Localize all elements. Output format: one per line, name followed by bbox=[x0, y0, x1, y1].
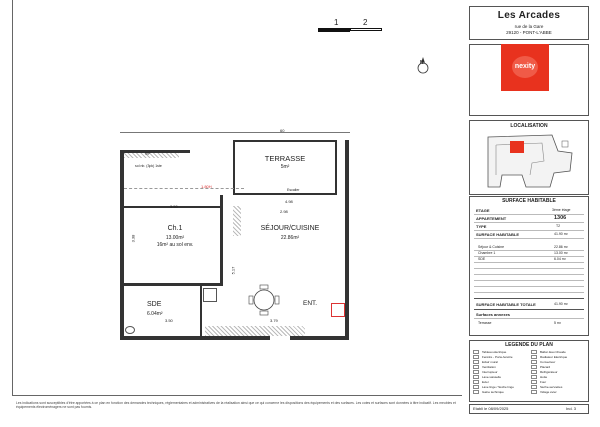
localisation-title: LOCALISATION bbox=[510, 123, 548, 129]
room-value-sde: 6.04 m² bbox=[554, 257, 566, 261]
closet bbox=[233, 206, 241, 236]
date-label: Etabli le 08/09/2025 bbox=[473, 406, 509, 411]
legend-item: Vidage évier bbox=[540, 390, 557, 394]
localisation-map bbox=[482, 131, 574, 191]
toilet-icon bbox=[125, 326, 135, 334]
living-name: SÉJOUR/CUISINE bbox=[260, 225, 320, 232]
scale-mark-2: 2 bbox=[363, 18, 368, 27]
legend-item: Hotte bbox=[540, 375, 548, 379]
legend-item: Lave-vaisselle bbox=[482, 375, 502, 379]
room-label-bedroom: Chambre 1 bbox=[478, 251, 496, 255]
height-mark: 1.80H bbox=[201, 184, 212, 189]
annex-surface-label: Surfaces annexes bbox=[476, 312, 511, 317]
dim-living-side: 5.17 bbox=[230, 266, 236, 275]
shower-icon bbox=[203, 288, 217, 302]
index-label: Ind. 3 bbox=[566, 406, 577, 411]
legend-item: Gaine technique bbox=[482, 390, 504, 394]
legend-left-column bbox=[473, 350, 528, 400]
legend-item: Eclair mural bbox=[482, 360, 498, 364]
top-dimension: 60 bbox=[280, 128, 285, 133]
surface-habitable-value: 41.90 m² bbox=[554, 232, 568, 236]
address-line-1: rue de la Gare bbox=[514, 24, 544, 29]
entry-door-icon bbox=[331, 303, 345, 317]
legend-right-column bbox=[531, 350, 586, 400]
brand-logo: nexity bbox=[501, 44, 549, 91]
surface-info-table bbox=[474, 206, 584, 240]
dim-bedroom-height: 3.38 bbox=[130, 234, 136, 243]
room-label-sde: SDE bbox=[478, 257, 486, 261]
room-label-living: Séjour & Cuisine bbox=[478, 245, 505, 249]
legend-item: Placard bbox=[540, 365, 551, 369]
project-name: Les Arcades bbox=[497, 10, 561, 21]
total-surface-value: 41.90 m² bbox=[554, 302, 568, 306]
legend-item: Tableau électrique bbox=[482, 350, 507, 354]
bedroom-area-note: 16m² au sol env. bbox=[156, 242, 194, 248]
dim-living-width: 4.98 bbox=[285, 199, 293, 204]
total-surface-label: SURFACE HABITABLE TOTALE bbox=[476, 302, 536, 307]
etage-value: 3ème étage bbox=[552, 208, 571, 212]
disclaimer-text: Les indications sont susceptibles d'être apportées à ce plan en fonction des demandes techniques, réglementaires et administratives de la réalisation ainsi que ce qui concerne les dispositions des équipements et des surfaces. Les cotes et surfaces sont données à titre indicatif. Les meubles et équipements électroménagers ne sont pas fournis. bbox=[16, 401, 456, 410]
dim-bathroom: 3.50 bbox=[165, 318, 173, 323]
legend-item: Evier bbox=[482, 380, 489, 384]
legend-item: Fenêtre - Porte-fenêtre bbox=[482, 355, 513, 359]
dining-table bbox=[247, 283, 281, 317]
bathroom-area: 6.04m² bbox=[147, 311, 163, 317]
balcony-strip bbox=[124, 153, 179, 158]
appartement-value: 1306 bbox=[554, 215, 567, 221]
bedroom-name: Ch.1 bbox=[167, 225, 183, 232]
terrace-area: 5m² bbox=[280, 164, 290, 170]
ggl-note: ggl bbox=[145, 151, 150, 155]
legend-item: Convecteur bbox=[540, 360, 556, 364]
floor-plan bbox=[115, 128, 355, 348]
dim-living-bottom: 3.79 bbox=[270, 318, 278, 323]
entry-label: ENT. bbox=[303, 300, 318, 307]
legend-item: Réfrigérateur bbox=[540, 370, 558, 374]
legend-item: Lave linge / Sèche linge bbox=[482, 385, 514, 389]
legend-item: Ballon Eau Chaude bbox=[540, 350, 566, 354]
scale-bar bbox=[318, 28, 382, 33]
north-label: N bbox=[420, 60, 424, 66]
living-area: 22.86m² bbox=[280, 235, 300, 241]
annex-terrace-label: Terrasse bbox=[478, 321, 492, 325]
legend-title: LEGENDE DU PLAN bbox=[505, 342, 553, 348]
type-label: TYPE bbox=[476, 224, 487, 229]
kitchen-counter bbox=[205, 326, 305, 336]
room-value-living: 22.86 m² bbox=[554, 245, 568, 249]
scale-mark-1: 1 bbox=[334, 18, 339, 27]
escalier-note: Escalier bbox=[287, 188, 300, 192]
surface-title: SURFACE HABITABLE bbox=[502, 198, 556, 204]
legend-item: Interrupteur bbox=[482, 370, 498, 374]
page-border bbox=[12, 0, 13, 395]
dim-living-top: 2.98 bbox=[280, 209, 288, 214]
terrace-name: TERRASSE bbox=[264, 154, 306, 163]
type-value: T2 bbox=[556, 224, 561, 228]
legend-item: Four bbox=[540, 380, 547, 384]
legend-item: Ventilation bbox=[482, 365, 496, 369]
address-line-2: 29120 - PONT-L'ABBE bbox=[506, 30, 552, 35]
legend-item: Radiateur Electrique bbox=[540, 355, 568, 359]
annex-terrace-value: 5 m² bbox=[554, 321, 561, 325]
appartement-label: APPARTEMENT bbox=[476, 216, 507, 221]
bedroom-area: 13.00m² bbox=[165, 235, 185, 241]
surface-habitable-label: SURFACE HABITABLE bbox=[476, 232, 520, 237]
sol-note: sol nb. (3pk) 1ste bbox=[135, 164, 162, 168]
room-surfaces-table bbox=[474, 244, 584, 296]
etage-label: ETAGE bbox=[476, 208, 490, 213]
legend-item: Sèche-serviettes bbox=[540, 385, 563, 389]
dim-bedroom-width: 3.50 bbox=[170, 204, 178, 209]
bathroom-name: SDE bbox=[147, 301, 162, 308]
room-value-bedroom: 13.00 m² bbox=[554, 251, 568, 255]
